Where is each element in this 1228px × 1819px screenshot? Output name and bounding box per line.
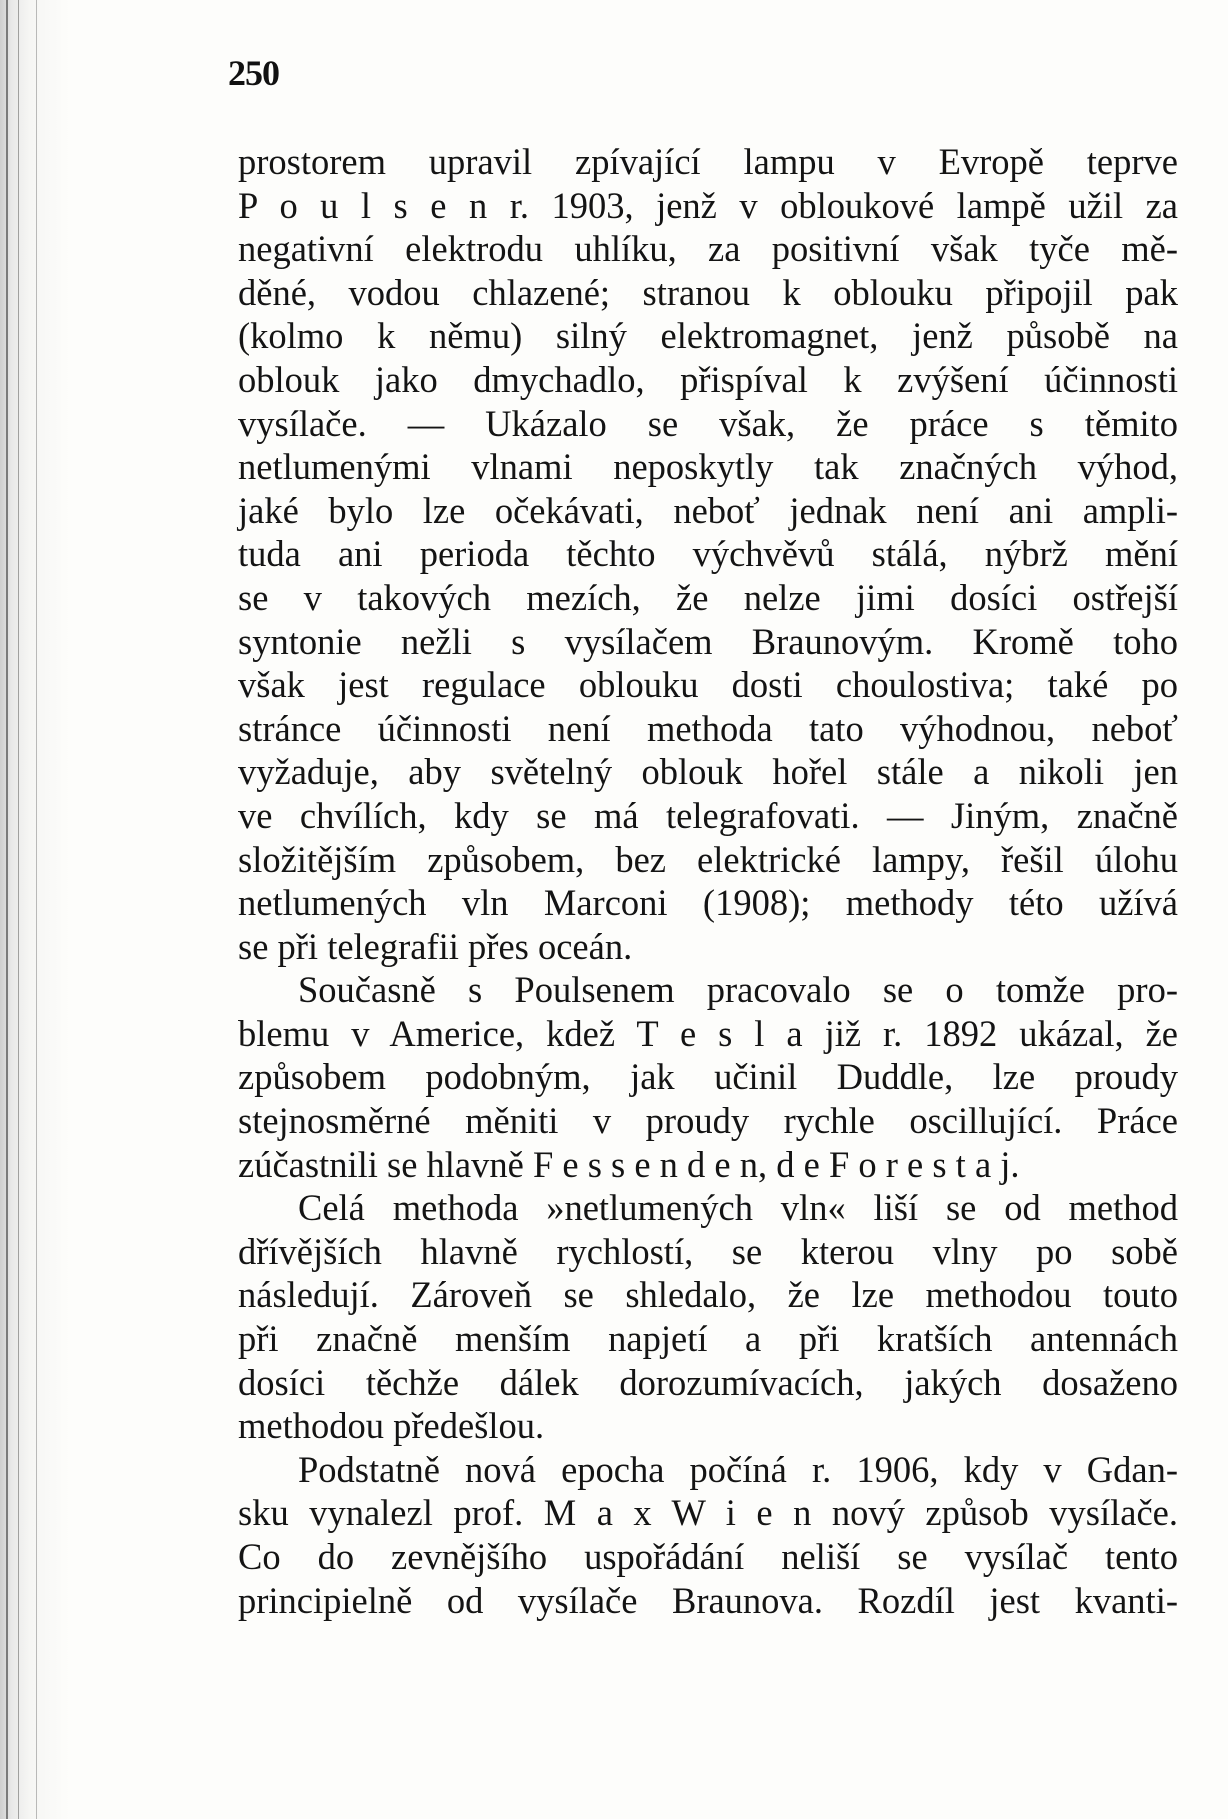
text-line: jaké bylo lze očekávati, neboť jednak není ani ampli- [238, 489, 1178, 531]
text-line: zúčastnili se hlavně F e s s e n d e n, d e F o r e s t a j. [238, 1143, 1020, 1185]
book-gutter-shadow [0, 0, 70, 1819]
text-line: blemu v Americe, kdež T e s l a již r. 1892 ukázal, že [238, 1012, 1178, 1054]
text-line: složitějším způsobem, bez elektrické lampy, řešil úlohu [238, 838, 1178, 880]
text-line: však jest regulace oblouku dosti choulostiva; také po [238, 664, 1178, 706]
text-line: Celá methoda »netlumených vln« liší se od method [298, 1187, 1178, 1229]
text-line: dřívějších hlavně rychlostí, se kterou vlny po sobě [238, 1230, 1178, 1272]
text-line: se v takových mezích, že nelze jimi dosíci ostřejší [238, 576, 1178, 618]
text-line: (kolmo k němu) silný elektromagnet, jenž působě na [238, 315, 1178, 357]
text-line: Co do zevnějšího uspořádání neliší se vysílač tento [238, 1536, 1178, 1577]
text-line: netlumenými vlnami neposkytly tak značných výhod, [238, 446, 1178, 488]
text-line: dosíci těchže dálek dorozumívacích, jakých dosaženo [238, 1361, 1178, 1403]
text-line: stránce účinnosti není methoda tato výhodnou, neboť [238, 707, 1178, 749]
text-line: oblouk jako dmychadlo, přispíval k zvýšení účinnosti [238, 358, 1178, 400]
text-line: netlumených vln Marconi (1908); methody této užívá [238, 882, 1178, 924]
text-line: Současně s Poulsenem pracovalo se o tomže pro- [298, 969, 1178, 1011]
text-line: tuda ani perioda těchto výchvěvů stálá, nýbrž mění [238, 533, 1178, 575]
text-line: vyžaduje, aby světelný oblouk hořel stále a nikoli jen [238, 751, 1178, 793]
page-number: 250 [228, 53, 279, 93]
text-line: prostorem upravil zpívající lampu v Evropě teprve [238, 141, 1178, 182]
text-line: Podstatně nová epocha počíná r. 1906, kdy v Gdan- [298, 1448, 1178, 1490]
text-line: sku vynalezl prof. M a x W i e n nový způsob vysílače. [238, 1492, 1178, 1534]
body-text [238, 140, 1178, 1622]
text-line: při značně menším napjetí a při kratších antennách [238, 1318, 1178, 1360]
text-line: následují. Zároveň se shledalo, že lze methodou touto [238, 1274, 1178, 1316]
text-line: děné, vodou chlazené; stranou k oblouku připojil pak [238, 271, 1178, 313]
text-line: způsobem podobným, jak učinil Duddle, lze proudy [238, 1056, 1178, 1098]
text-line: ve chvílích, kdy se má telegrafovati. — Jiným, značně [238, 794, 1178, 836]
text-line: negativní elektrodu uhlíku, za positivní však tyče mě- [238, 228, 1178, 270]
text-line: se při telegrafii přes oceán. [238, 925, 633, 967]
text-line: vysílače. — Ukázalo se však, že práce s těmito [238, 402, 1178, 444]
gutter-edge-line [18, 0, 19, 1819]
text-line: P o u l s e n r. 1903, jenž v obloukové lampě užil za [238, 184, 1178, 226]
text-line: stejnosměrné měniti v proudy rychle oscillující. Práce [238, 1100, 1178, 1142]
gutter-edge-line [6, 0, 8, 1819]
text-line: syntonie nežli s vysílačem Braunovým. Kromě toho [238, 620, 1178, 662]
text-line: methodou předešlou. [238, 1405, 545, 1447]
gutter-edge-line [36, 0, 37, 1819]
text-line: principielně od vysílače Braunova. Rozdíl jest kvanti- [238, 1579, 1178, 1621]
